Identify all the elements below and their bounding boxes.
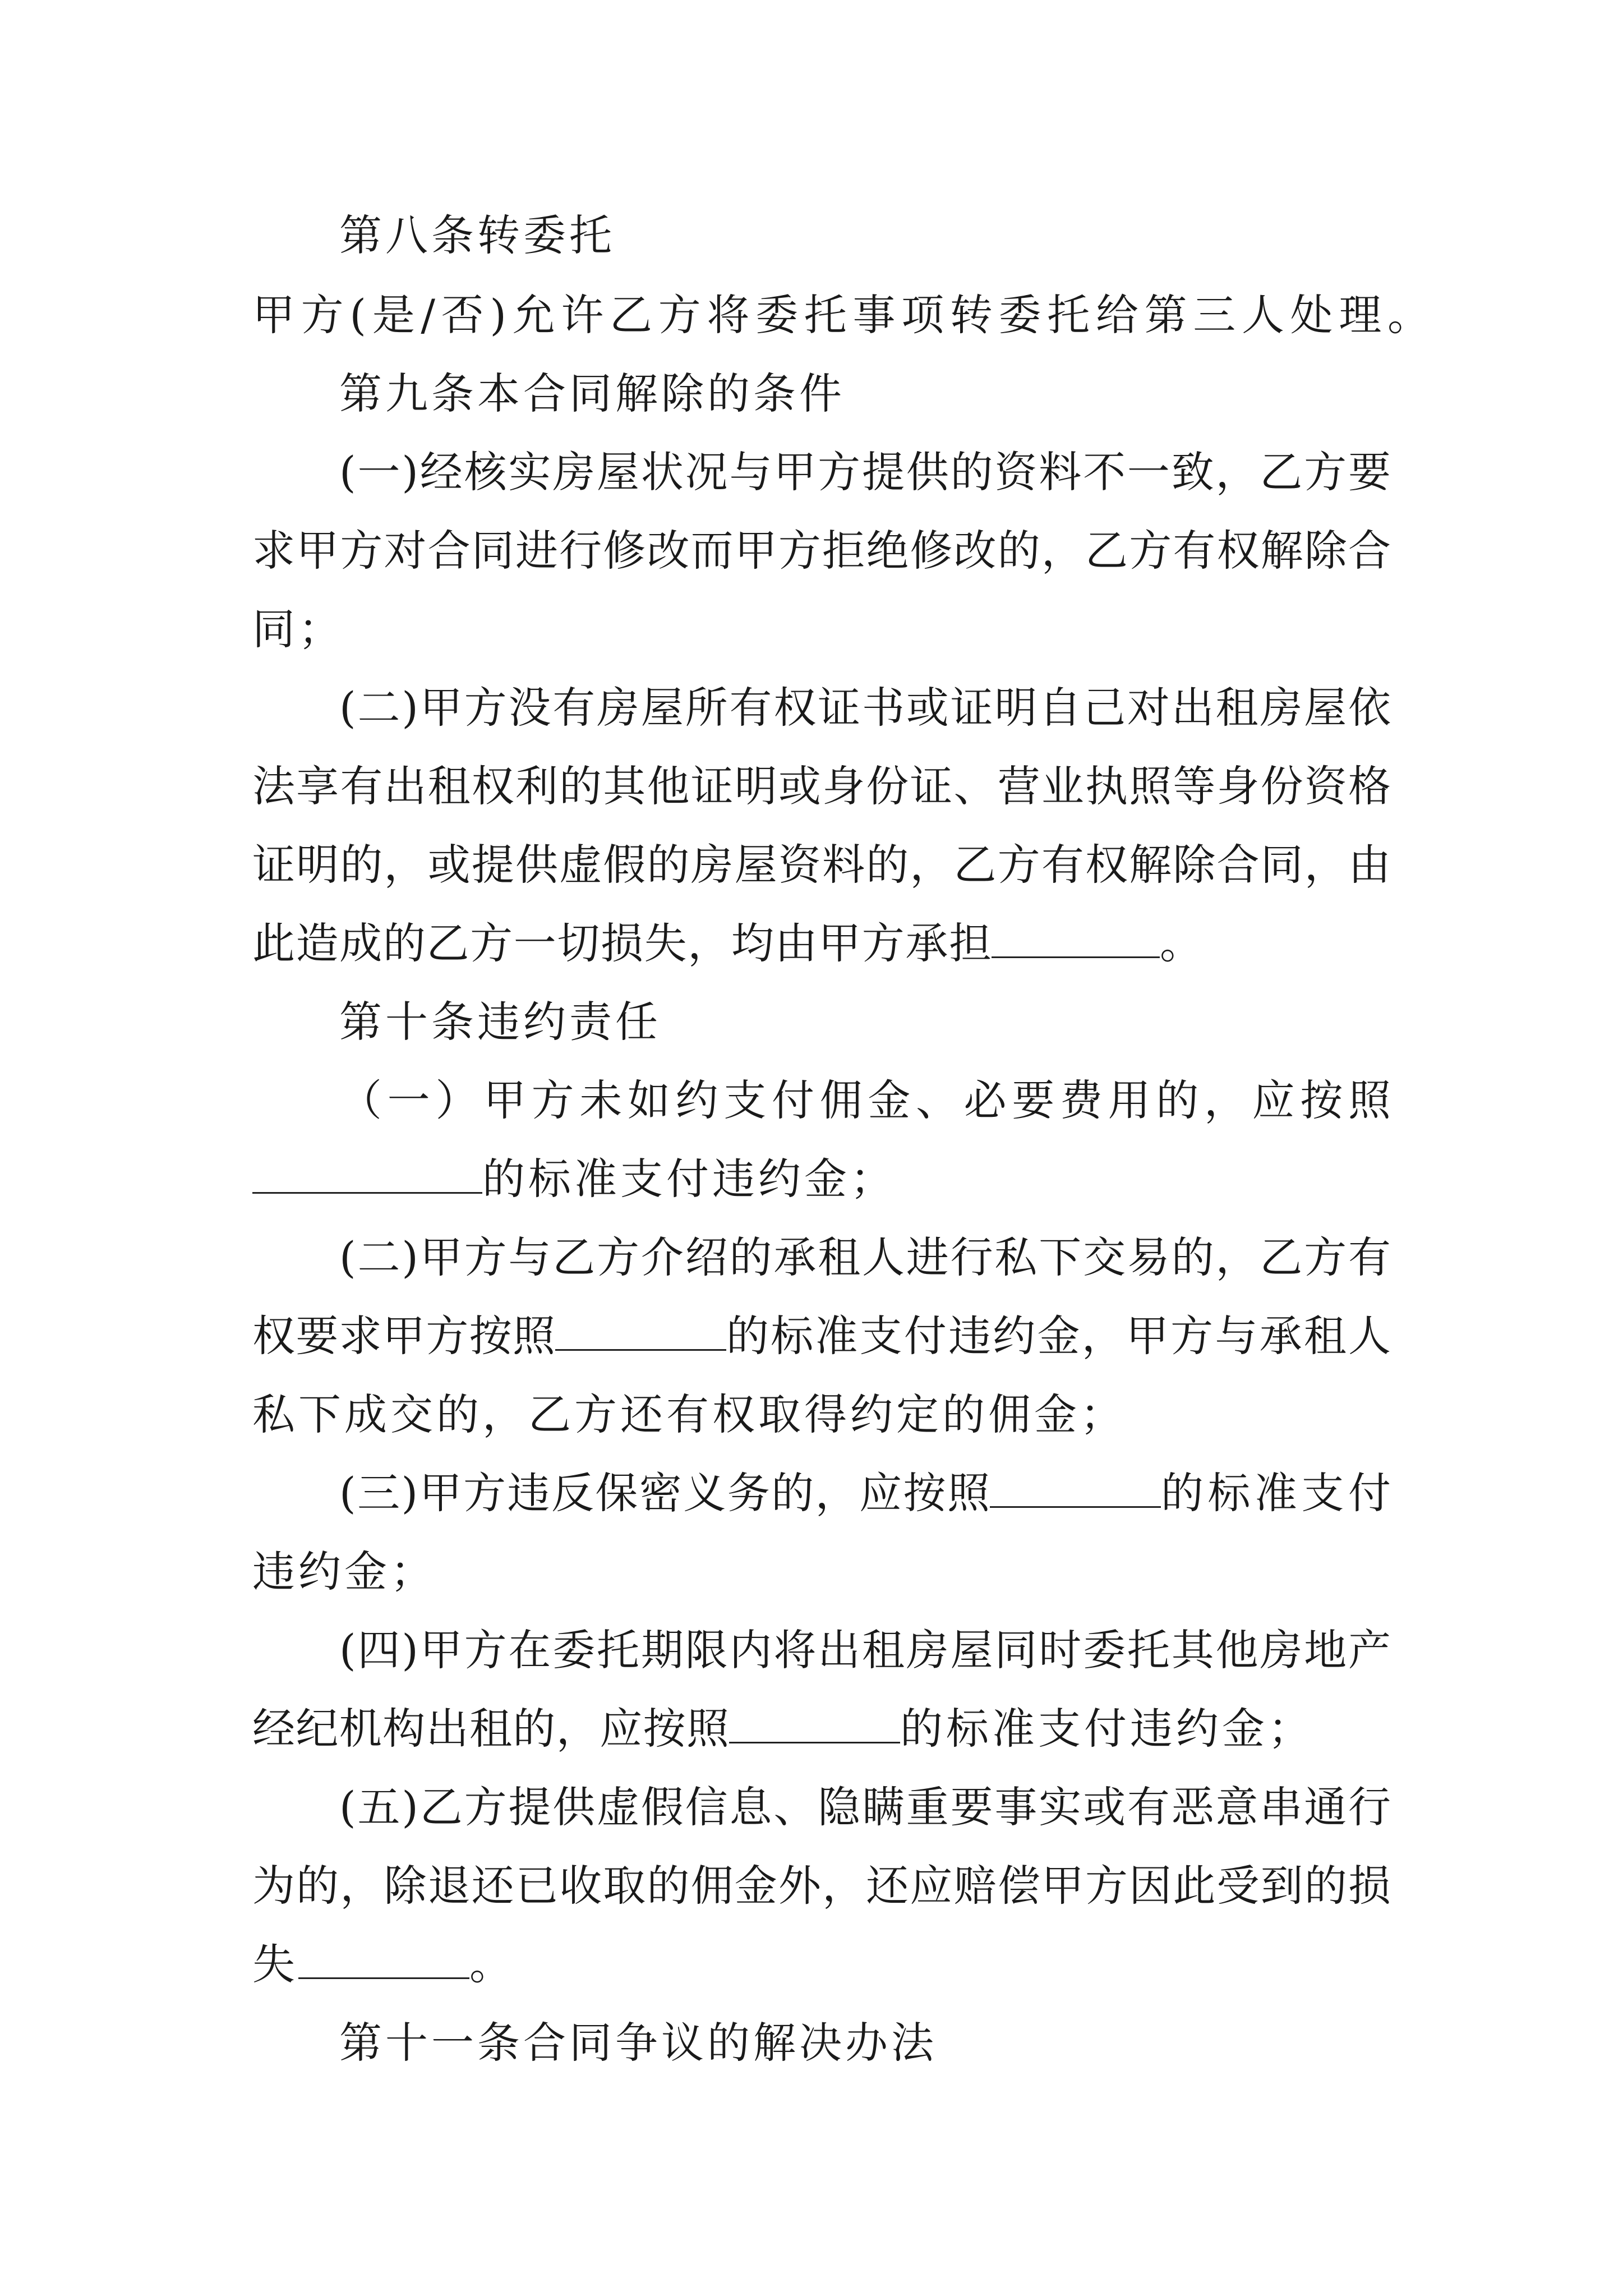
article-9-clause-1-line-1 bbox=[339, 444, 1391, 500]
article-8-heading-text: 第八条转委托 bbox=[339, 210, 615, 260]
clause-text: 的标准支付违约金； bbox=[900, 1704, 1314, 1754]
article-9-clause-2-line-4 bbox=[252, 915, 1206, 972]
article-10-clause-1-line-1 bbox=[339, 1073, 1391, 1129]
clause-text: (一)经核实房屋状况与甲方提供的资料不一致，乙方要 bbox=[339, 447, 1391, 497]
article-10-clause-2-line-3 bbox=[252, 1387, 1126, 1443]
clause-text: 私下成交的，乙方还有权取得约定的佣金； bbox=[252, 1389, 1126, 1439]
article-10-clause-5-line-2 bbox=[252, 1858, 1391, 1914]
clause-text: 法享有出租权利的其他证明或身份证、营业执照等身份资格 bbox=[252, 761, 1391, 811]
clause-text: (四)甲方在委托期限内将出租房屋同时委托其他房地产 bbox=[339, 1625, 1391, 1675]
fill-in-blank bbox=[992, 923, 1160, 958]
article-9-clause-2-line-1 bbox=[339, 680, 1391, 736]
fill-in-blank bbox=[252, 1158, 482, 1194]
article-9-heading-text: 第九条本合同解除的条件 bbox=[339, 369, 845, 418]
clause-text: (二)甲方没有房屋所有权证书或证明自己对出租房屋依 bbox=[339, 683, 1391, 733]
clause-text: 同； bbox=[252, 604, 344, 654]
article-10-clause-2-line-1 bbox=[339, 1230, 1391, 1286]
clause-text-end: 。 bbox=[1160, 918, 1206, 968]
clause-text: 为的，除退还已收取的佣金外，还应赔偿甲方因此受到的损 bbox=[252, 1861, 1391, 1911]
clause-text: 违约金； bbox=[252, 1547, 436, 1596]
fill-in-blank bbox=[729, 1708, 900, 1743]
article-9-clause-1-line-2 bbox=[252, 523, 1391, 579]
article-10-clause-4-line-1 bbox=[339, 1622, 1391, 1678]
article-9-heading bbox=[339, 366, 845, 422]
article-11-heading bbox=[339, 2015, 937, 2071]
article-9-clause-2-line-2 bbox=[252, 758, 1391, 815]
fill-in-blank bbox=[990, 1473, 1161, 1508]
clause-text: 经纪机构出租的，应按照 bbox=[252, 1704, 729, 1754]
article-10-clause-3-line-2 bbox=[252, 1544, 436, 1600]
clause-text: (五)乙方提供虚假信息、隐瞒重要事实或有恶意串通行 bbox=[339, 1782, 1391, 1832]
article-10-clause-2-line-2 bbox=[252, 1308, 1391, 1364]
article-8-body-text: 甲方(是/否)允许乙方将委托事项转委托给第三人处理。 bbox=[252, 290, 1430, 340]
clause-text-end: 。 bbox=[469, 1939, 515, 1989]
fill-in-blank bbox=[555, 1315, 726, 1351]
clause-text: (二)甲方与乙方介绍的承租人进行私下交易的，乙方有 bbox=[339, 1232, 1391, 1282]
fill-in-blank bbox=[298, 1944, 469, 1979]
clause-text: 求甲方对合同进行修改而甲方拒绝修改的，乙方有权解除合 bbox=[252, 526, 1391, 576]
article-8-body bbox=[252, 287, 1430, 343]
article-10-heading-text: 第十条违约责任 bbox=[339, 997, 661, 1047]
article-10-heading bbox=[339, 994, 661, 1050]
clause-text: 的标准支付违约金； bbox=[482, 1154, 896, 1204]
clause-text: 此造成的乙方一切损失，均由甲方承担 bbox=[252, 918, 992, 968]
clause-text: 的标准支付违约金，甲方与承租人 bbox=[726, 1311, 1391, 1361]
article-9-clause-1-line-3 bbox=[252, 601, 344, 657]
article-10-clause-1-line-2 bbox=[252, 1151, 896, 1207]
clause-text: (三)甲方违反保密义务的，应按照 bbox=[339, 1468, 990, 1518]
article-11-heading-text: 第十一条合同争议的解决办法 bbox=[339, 2018, 937, 2068]
article-10-clause-5-line-1 bbox=[339, 1779, 1391, 1835]
clause-text: 失 bbox=[252, 1939, 298, 1989]
clause-text: 的标准支付 bbox=[1161, 1468, 1391, 1518]
article-10-clause-4-line-2 bbox=[252, 1701, 1314, 1757]
clause-text: （一）甲方未如约支付佣金、必要费用的，应按照 bbox=[339, 1075, 1391, 1125]
clause-text: 证明的，或提供虚假的房屋资料的，乙方有权解除合同，由 bbox=[252, 840, 1391, 890]
clause-text: 权要求甲方按照 bbox=[252, 1311, 555, 1361]
article-8-heading bbox=[339, 208, 615, 264]
article-9-clause-2-line-3 bbox=[252, 837, 1391, 893]
article-10-clause-5-line-3 bbox=[252, 1936, 515, 1993]
article-10-clause-3-line-1 bbox=[339, 1465, 1391, 1521]
